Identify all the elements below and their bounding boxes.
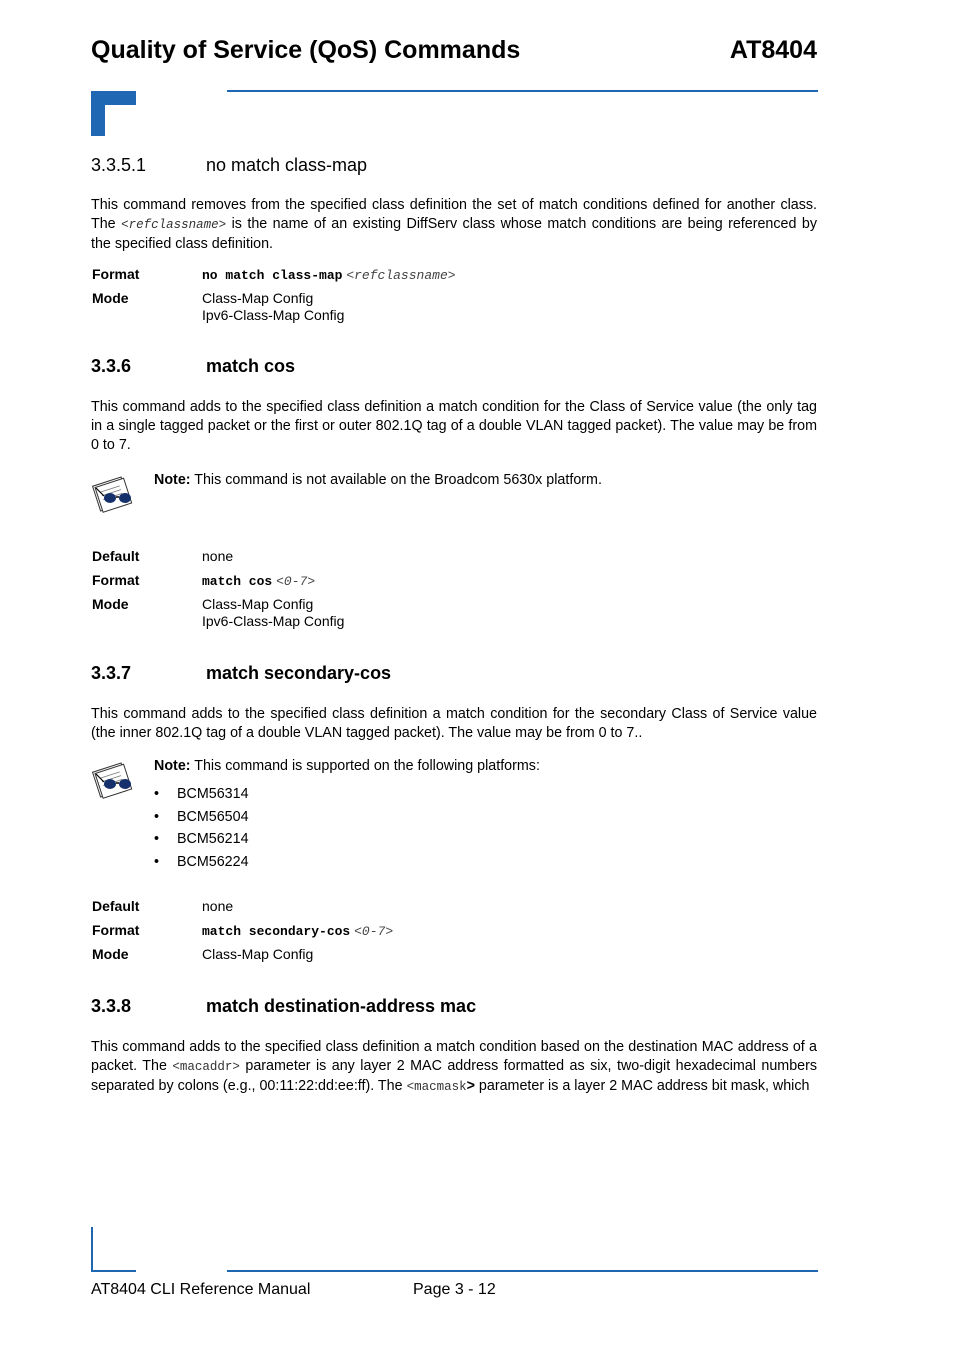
list-item: • BCM56504 xyxy=(154,808,249,825)
list-item: • BCM56314 xyxy=(154,786,249,802)
footer-rule xyxy=(227,1270,818,1272)
section-338-paragraph: This command adds to the specified class definition a match condition based on the destination MAC address of a packet. The <macaddr> parameter is any layer 2 MAC address formatted as six, two-digit hexadecimal numbers separated by colons (e.g., 00:11:22:dd:ee:ff). The <macmask> parameter is a layer 2 MAC address bit mask, which xyxy=(91,1039,818,1094)
section-3351-paragraph: This command removes from the specified class definition the set of match conditions defined for another class. The <refclassname> is the name of an existing DiffServ class whose match conditions are being referenced by the specified class definition. xyxy=(91,197,817,252)
platform-list xyxy=(154,785,249,875)
note-336: Note: This command is not available on the Broadcom 5630x platform. xyxy=(154,472,602,488)
section-heading-337: 3.3.7 match secondary-cos xyxy=(91,663,392,683)
section-337-paragraph: This command adds to the specified class definition a match condition for the secondary Class of Service value (the inner 802.1Q tag of a double VLAN tagged packet). The value may be from 0 to 7.. xyxy=(91,706,817,741)
page-header-model: AT8404 xyxy=(729,36,817,64)
footer-page-number: Page 3 - 12 xyxy=(413,1281,496,1298)
footer-manual-title: AT8404 CLI Reference Manual xyxy=(91,1281,311,1298)
list-item: • BCM56224 xyxy=(154,853,249,870)
header-rule xyxy=(227,90,818,92)
footer-corner-mark xyxy=(91,1227,93,1272)
section-heading-336: 3.3.6 match cos xyxy=(91,356,296,376)
note-glasses-icon xyxy=(92,760,136,800)
header-corner-mark-vertical xyxy=(91,91,105,136)
list-item: • BCM56214 xyxy=(154,831,249,847)
section-heading-3351: 3.3.5.1 no match class-map xyxy=(91,155,368,175)
footer-corner-mark-horizontal xyxy=(91,1270,136,1272)
section-336-paragraph: This command adds to the specified class definition a match condition for the Class of Service value (the only tag in a single tagged packet or the first or outer 802.1Q tag of a double VLAN tagged packet). The value may be from 0 to 7. xyxy=(91,399,817,453)
note-glasses-icon xyxy=(92,474,136,514)
page-header-title: Quality of Service (QoS) Commands xyxy=(91,36,521,64)
section-heading-338: 3.3.8 match destination-address mac xyxy=(91,996,477,1016)
note-337: Note: This command is supported on the following platforms: xyxy=(154,758,540,774)
